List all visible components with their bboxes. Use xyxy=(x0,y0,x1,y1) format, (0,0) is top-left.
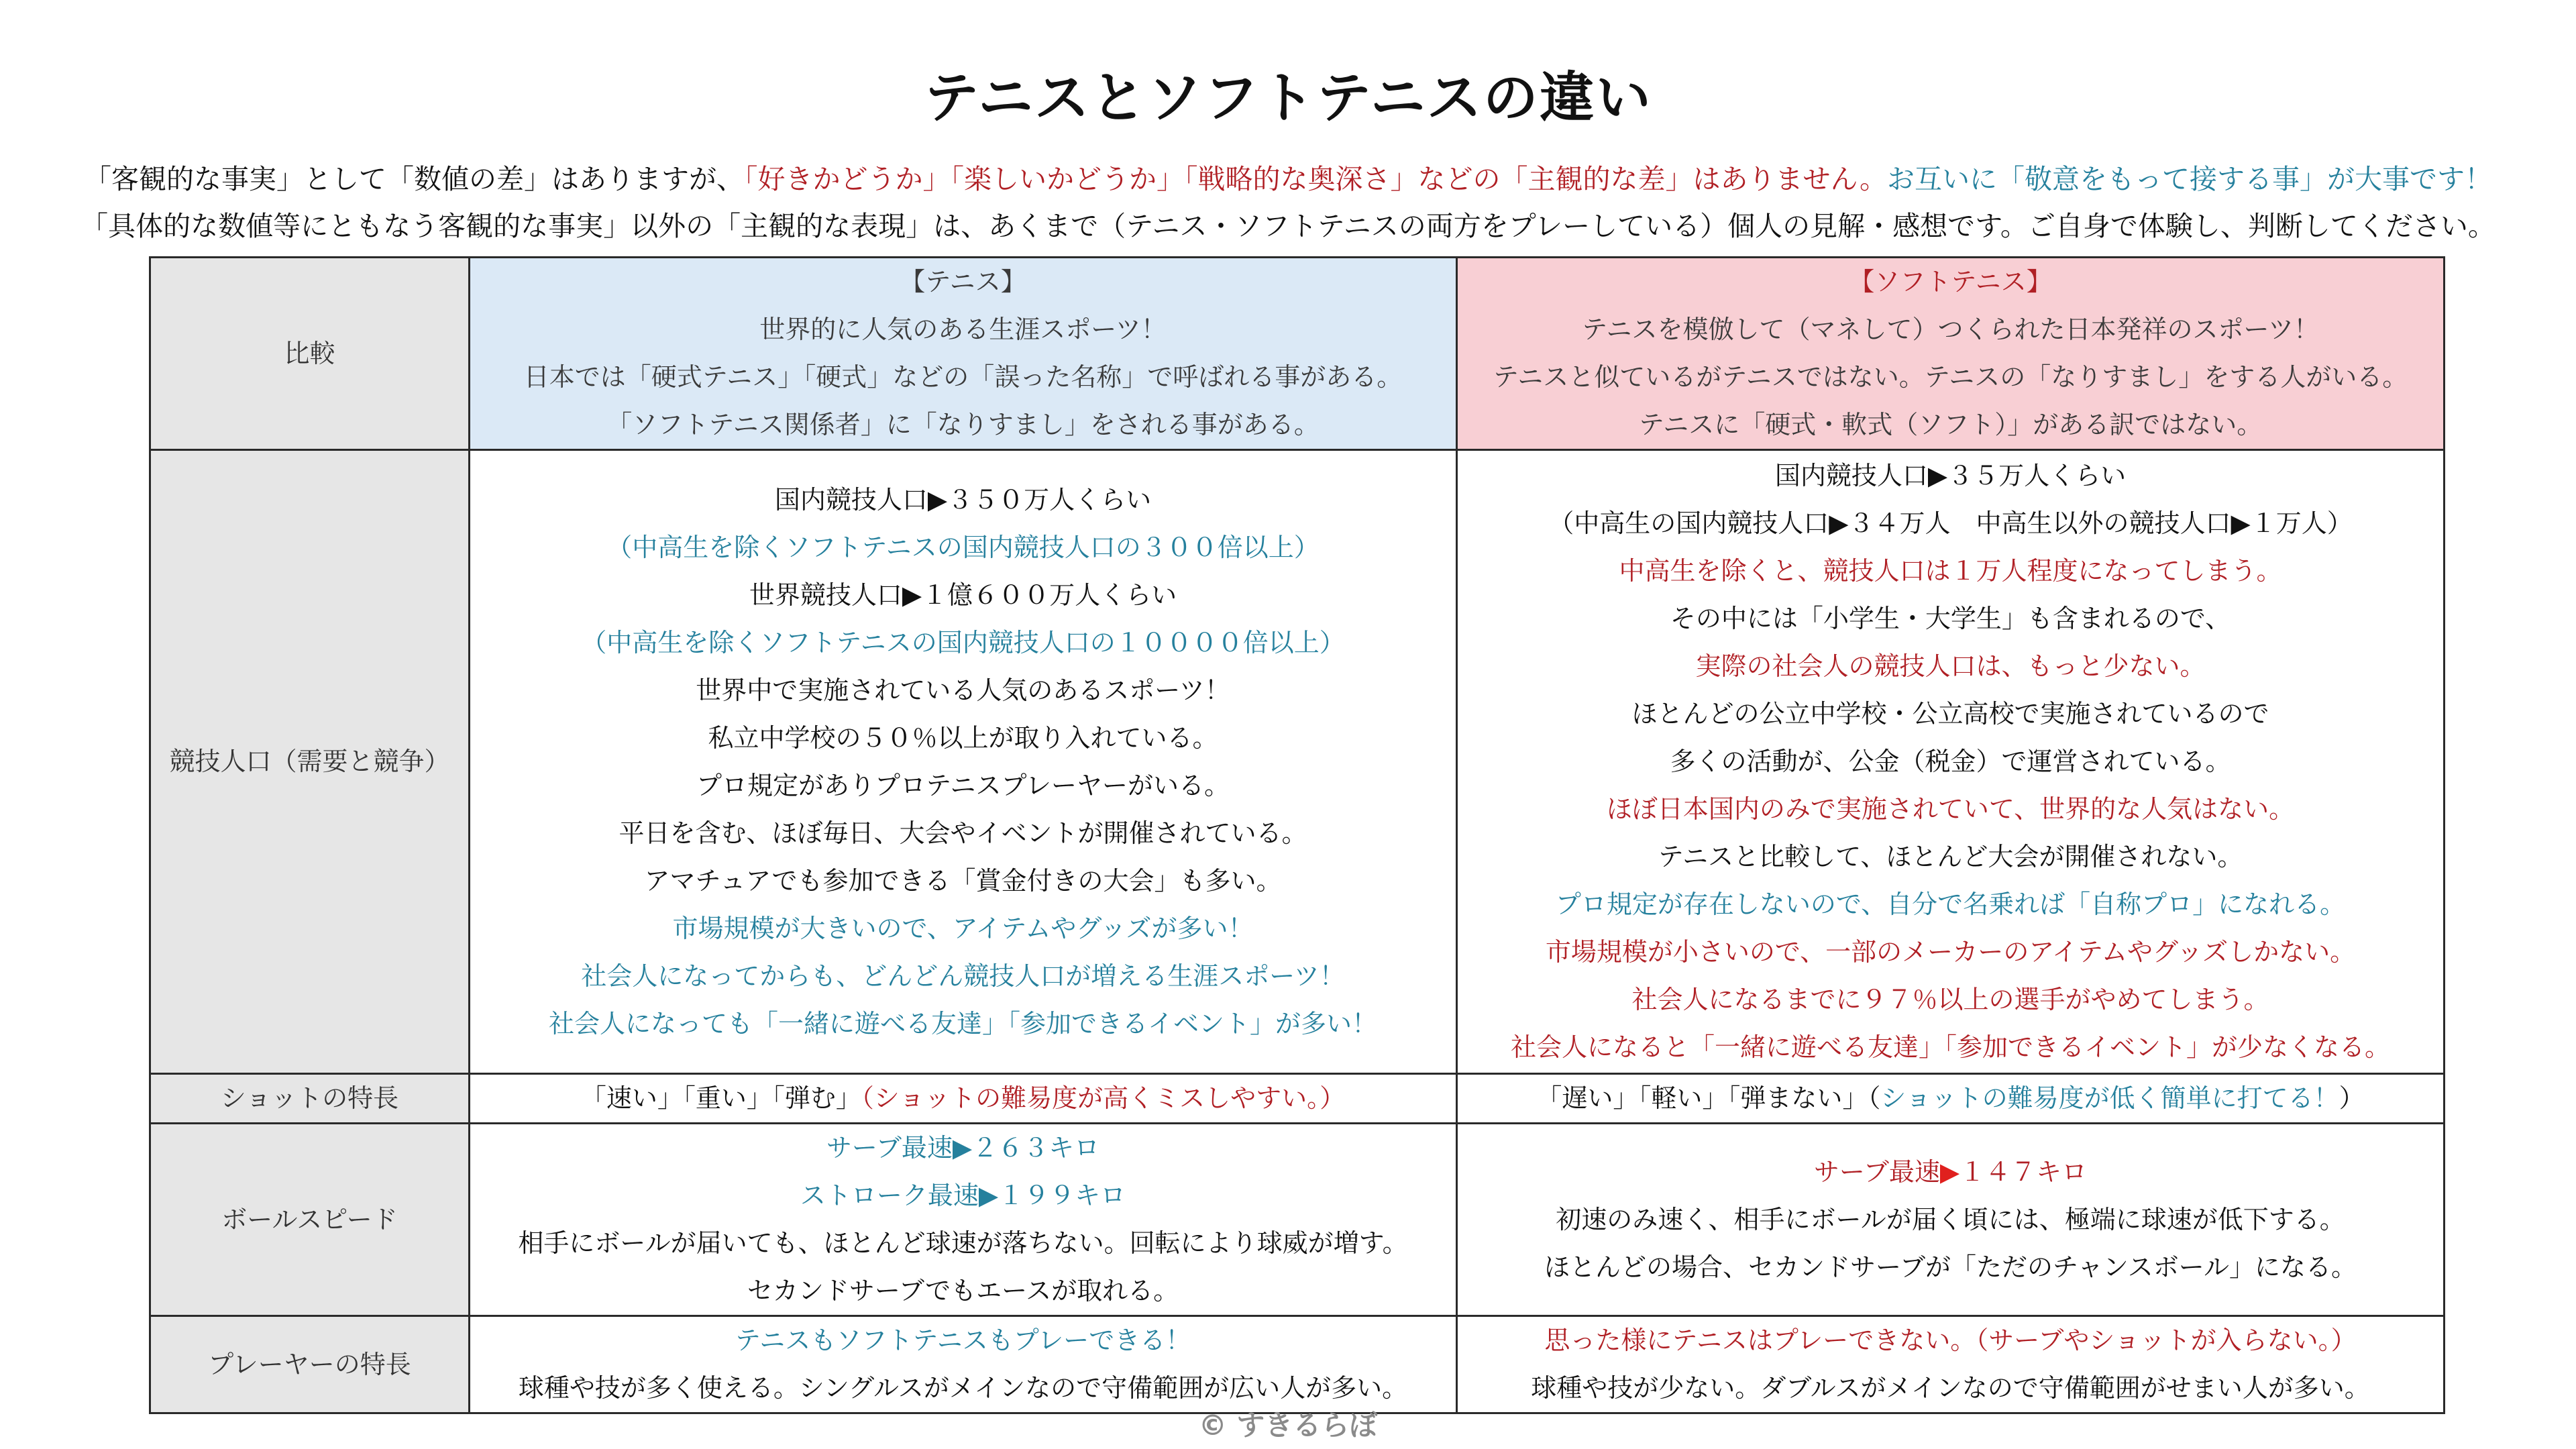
arrow-icon: ▶ xyxy=(2231,508,2251,538)
row-label-shot: ショットの特長 xyxy=(150,1074,470,1124)
arrow-icon: ▶ xyxy=(927,484,948,515)
tennis-speed-cell xyxy=(470,1124,1457,1316)
tennis-population-cell xyxy=(470,450,1457,1074)
softtennis-population-line: 実際の社会人の競技人口は、もっと少ない。 xyxy=(1695,651,2206,681)
softtennis-population-line: 多くの活動が、公金（税金）で運営されている。 xyxy=(1670,747,2231,776)
tennis-population-line: 社会人になっても「一緒に遊べる友達」「参加できるイベント」が多い！ xyxy=(548,1008,1377,1038)
softtennis-player-cell xyxy=(1457,1316,2445,1413)
softtennis-speed-line: 初速のみ速く、相手にボールが届く頃には、極端に球速が低下する。 xyxy=(1556,1204,2345,1234)
softtennis-player-line: 思った様にテニスはプレーできない。（サーブやショットが入らない。） xyxy=(1544,1326,2357,1355)
tennis-shot-note: （ショットの難易度が高くミスしやすい。） xyxy=(861,1083,1346,1113)
softtennis-population-line: その中には「小学生・大学生」も含まれるので、 xyxy=(1670,604,2231,633)
softtennis-speed-cell xyxy=(1457,1124,2445,1316)
table-row-player xyxy=(150,1316,2445,1413)
tennis-population-line: （中高生を除くソフトテニスの国内競技人口の３００倍以上） xyxy=(606,532,1320,562)
row-label-speed: ボールスピード xyxy=(150,1124,470,1316)
tennis-overview-cell xyxy=(470,258,1457,450)
table-row-shot xyxy=(150,1074,2445,1124)
table-row-compare xyxy=(150,258,2445,450)
intro-line-1 xyxy=(0,160,2576,199)
softtennis-shot-note: ショットの難易度が低く簡単に打てる！ xyxy=(1880,1083,2339,1113)
row-label-player: プレーヤーの特長 xyxy=(150,1316,470,1413)
page-title: テニスとソフトテニスの違い xyxy=(924,66,1652,130)
softtennis-population-line: テニスと比較して、ほとんど大会が開催されない。 xyxy=(1658,842,2243,871)
softtennis-population-line: 社会人になるまでに９７％以上の選手がやめてしまう。 xyxy=(1631,985,2269,1014)
tennis-speed-line: セカンドサーブでもエースが取れる。 xyxy=(747,1276,1179,1305)
softtennis-population-line: 中高生を除くと、競技人口は１万人程度になってしまう。 xyxy=(1619,556,2282,586)
softtennis-shot-text: 「遅い」「軽い」「弾まない」 xyxy=(1536,1083,1868,1113)
tennis-shot-text: 「速い」「重い」「弾む」 xyxy=(580,1083,861,1113)
tennis-population-line: 社会人になってからも、どんどん競技人口が増える生涯スポーツ！ xyxy=(581,961,1345,991)
tennis-population-line: 私立中学校の５０％以上が取り入れている。 xyxy=(708,722,1218,753)
tennis-population-line: （中高生を除くソフトテニスの国内競技人口の１００００倍以上） xyxy=(581,627,1345,657)
copyright-footer: © すきるらぼ xyxy=(1198,1409,1378,1442)
tennis-population-line: 市場規模が大きいので、アイテムやグッズが多い！ xyxy=(672,913,1254,943)
softtennis-speed-line: サーブ最速▶１４７キロ xyxy=(1813,1157,2088,1187)
softtennis-overview-line: テニスと似ているがテニスではない。テニスの「なりすまし」をする人がいる。 xyxy=(1493,362,2408,392)
softtennis-overview-cell xyxy=(1457,258,2445,450)
tennis-population-line: 世界競技人口▶１億６００万人くらい xyxy=(749,580,1177,610)
softtennis-population-line: 市場規模が小さいので、一部のメーカーのアイテムやグッズしかない。 xyxy=(1545,937,2356,967)
arrow-icon: ▶ xyxy=(1927,461,1948,490)
tennis-population-line: アマチュアでも参加できる「賞金付きの大会」も多い。 xyxy=(644,865,1282,896)
arrow-icon: ▶ xyxy=(1829,508,1849,538)
softtennis-population-line: 社会人になると「一緒に遊べる友達」「参加できるイベント」が少なくなる。 xyxy=(1510,1032,2390,1062)
arrow-icon: ▶ xyxy=(952,1133,973,1163)
comparison-table xyxy=(149,256,2445,1414)
row-label-population: 競技人口（需要と競争） xyxy=(150,450,470,1074)
arrow-icon: ▶ xyxy=(902,580,922,610)
tennis-player-line: テニスもソフトテニスもプレーできる！ xyxy=(735,1326,1191,1355)
softtennis-speed-line: ほとんどの場合、セカンドサーブが「ただのチャンスボール」になる。 xyxy=(1544,1252,2357,1282)
tennis-speed-line: サーブ最速▶２６３キロ xyxy=(826,1133,1100,1163)
softtennis-population-line: ほぼ日本国内のみで実施されていて、世界的な人気はない。 xyxy=(1606,794,2295,824)
softtennis-population-cell xyxy=(1457,450,2445,1074)
tennis-speed-line: 相手にボールが届いても、ほとんど球速が落ちない。回転により球威が増す。 xyxy=(518,1228,1408,1258)
softtennis-shot-cell: 「遅い」「軽い」「弾まない」（ショットの難易度が低く簡単に打てる！） xyxy=(1457,1074,2445,1124)
tennis-shot-cell xyxy=(470,1074,1457,1124)
softtennis-population-line: プロ規定が存在しないので、自分で名乗れば「自称プロ」になれる。 xyxy=(1555,890,2346,919)
tennis-population-line: 平日を含む、ほぼ毎日、大会やイベントが開催されている。 xyxy=(619,818,1307,848)
tennis-overview-line: 日本では「硬式テニス」「硬式」などの「誤った名称」で呼ばれる事がある。 xyxy=(523,362,1403,392)
table-row-population xyxy=(150,450,2445,1074)
softtennis-population-line: 国内競技人口▶３５万人くらい xyxy=(1774,461,2127,490)
tennis-overview-line: 世界的に人気のある生涯スポーツ！ xyxy=(759,315,1167,344)
tennis-population-line: 国内競技人口▶３５０万人くらい xyxy=(774,484,1152,515)
arrow-icon: ▶ xyxy=(978,1181,999,1210)
tennis-heading: 【テニス】 xyxy=(900,267,1026,297)
tennis-population-line: 世界中で実施されている人気のあるスポーツ！ xyxy=(696,675,1230,705)
intro-fact-text: 「客観的な事実」として「数値の差」はありますが、 xyxy=(84,163,745,195)
softtennis-overview-line: テニスを模倣して（マネして）つくられた日本発祥のスポーツ！ xyxy=(1582,315,2319,344)
softtennis-population-line: （中高生の国内競技人口▶３４万人 中高生以外の競技人口▶１万人） xyxy=(1548,508,2353,538)
softtennis-player-line: 球種や技が少ない。ダブルスがメインなので守備範囲がせまい人が多い。 xyxy=(1531,1373,2370,1403)
tennis-player-line: 球種や技が多く使える。シングルスがメインなので守備範囲が広い人が多い。 xyxy=(518,1373,1408,1403)
arrow-icon: ▶ xyxy=(1939,1157,1960,1187)
intro-subjective-text: 「好きかどうか」「楽しいかどうか」「戦略的な奥深さ」などの「主観的な差」はありません。 xyxy=(744,163,1887,195)
tennis-overview-line: 「ソフトテニス関係者」に「なりすまし」をされる事がある。 xyxy=(606,410,1320,439)
table-row-speed xyxy=(150,1124,2445,1316)
intro-line-2: 「具体的な数値等にともなう客観的な事実」以外の「主観的な表現」は、あくまで（テニス・ソフトテニスの両方をプレーしている）個人の見解・感想です。ご自身で体験し、判断してください。 xyxy=(80,210,2496,242)
softtennis-overview-line: テニスに「硬式・軟式（ソフト）」がある訳ではない。 xyxy=(1638,410,2263,439)
row-label-compare: 比較 xyxy=(150,258,470,450)
softtennis-heading: 【ソフトテニス】 xyxy=(1849,267,2052,297)
softtennis-population-line: ほとんどの公立中学校・公立高校で実施されているので xyxy=(1631,699,2269,729)
tennis-population-line: プロ規定がありプロテニスプレーヤーがいる。 xyxy=(696,770,1230,800)
tennis-player-cell xyxy=(470,1316,1457,1413)
tennis-speed-line: ストローク最速▶１９９キロ xyxy=(800,1181,1126,1210)
intro-respect-text: お互いに「敬意をもって接する事」が大事です！ xyxy=(1886,163,2492,195)
